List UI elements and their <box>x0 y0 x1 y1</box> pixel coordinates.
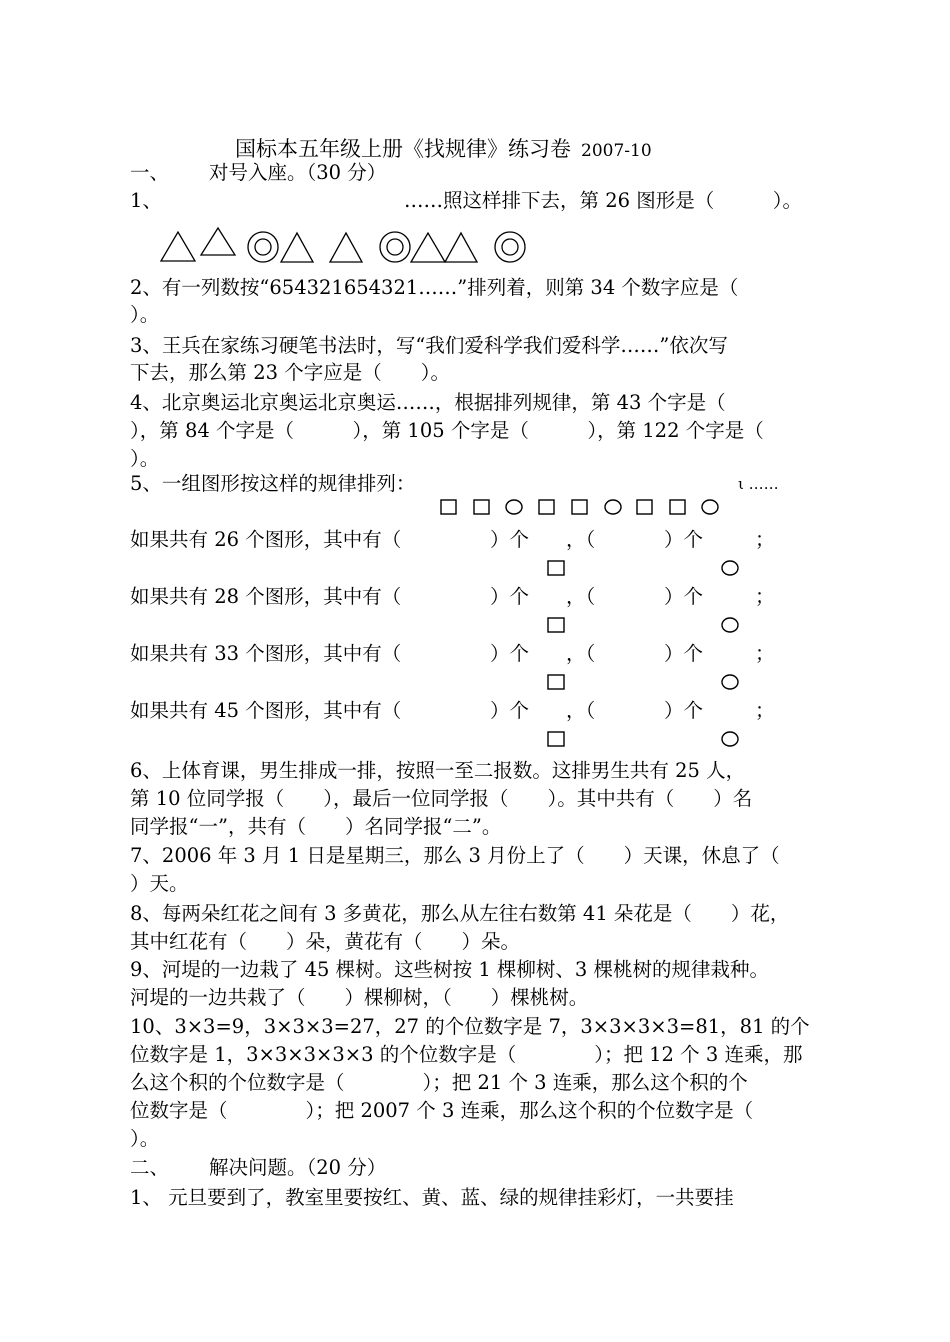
title-text: 国标本五年级上册《找规律》练习卷 <box>235 137 571 161</box>
square-shape <box>539 500 554 514</box>
double-circle-shape-inner <box>255 239 271 255</box>
q3-line-1: 3、王兵在家练习硬笔书法时，写“我们爱科学我们爱科学……”依次写 <box>130 334 728 357</box>
circle-shape <box>702 500 718 514</box>
q5-row-lead: 如果共有 28 个图形，其中有（ <box>130 585 402 608</box>
triangle-shape <box>201 228 235 255</box>
q4-line-1: 4、北京奥运北京奥运北京奥运……，根据排列规律，第 43 个字是（ <box>130 391 726 414</box>
q1-text: ……照这样排下去，第 26 图形是（ ）。 <box>404 189 802 212</box>
q5-row-end: ； <box>755 585 775 608</box>
square-shape <box>474 500 489 514</box>
q10-line-4: 位数字是（ ）；把 2007 个 3 连乘，那么这个积的个位数字是（ <box>130 1099 754 1122</box>
q2-line-2: ）。 <box>130 303 160 326</box>
section-2-number: 二、 <box>130 1156 170 1179</box>
q5-row-b: ）个 <box>664 699 704 722</box>
double-circle-shape <box>495 232 525 262</box>
circle-shape <box>722 732 738 746</box>
q5-row-b: ）个 <box>664 642 704 665</box>
q5-row-a: ）个 <box>490 642 530 665</box>
circle-shape <box>605 500 621 514</box>
square-shape <box>548 675 564 689</box>
section-1-number: 一、 <box>130 161 170 184</box>
double-circle-shape-inner <box>502 239 518 255</box>
circle-shape <box>506 500 522 514</box>
q5-row-end: ； <box>755 699 775 722</box>
q5-row-comma: ，（ <box>566 585 596 608</box>
q4-line-2: ），第 84 个字是（ ），第 105 个字是（ ），第 122 个字是（ <box>130 419 764 442</box>
q6-line-2: 第 10 位同学报（ ），最后一位同学报（ ）。其中共有（ ）名 <box>130 787 753 810</box>
q5-row-lead: 如果共有 33 个图形，其中有（ <box>130 642 402 665</box>
q5-row-a: ）个 <box>490 699 530 722</box>
triangle-shape <box>161 232 195 261</box>
q10-line-1: 10、3×3=9，3×3×3=27，27 的个位数字是 7，3×3×3×3=81，81 的个 <box>130 1015 810 1038</box>
q5-row-lead: 如果共有 45 个图形，其中有（ <box>130 699 402 722</box>
q5-tail: ι …… <box>738 475 779 493</box>
q5-row-b: ）个 <box>664 528 704 551</box>
q5-row-comma: ，（ <box>566 699 596 722</box>
square-shape <box>548 618 564 632</box>
triangle-shape <box>281 233 313 262</box>
circle-shape <box>722 675 738 689</box>
section-2-label: 解决问题。（20 分） <box>209 1156 387 1179</box>
page-title <box>235 133 652 163</box>
section-2-heading <box>130 1155 386 1181</box>
q3-line-2: 下去，那么第 23 个字应是（ ）。 <box>130 361 450 384</box>
q1-number: 1、 <box>130 189 162 212</box>
q5-row-a: ）个 <box>490 528 530 551</box>
q10-line-2: 位数字是 1，3×3×3×3×3 的个位数字是（ ）；把 12 个 3 连乘，那 <box>130 1043 803 1066</box>
q5-intro: 5、一组图形按这样的规律排列： <box>130 472 416 495</box>
q10-line-5: ）。 <box>130 1127 160 1150</box>
q6-line-3: 同学报“一”，共有（ ）名同学报“二”。 <box>130 815 502 838</box>
q5-row-comma: ，（ <box>566 642 596 665</box>
q5-row-end: ； <box>755 528 775 551</box>
q5-row-end: ； <box>755 642 775 665</box>
q5-row-comma: ，（ <box>566 528 596 551</box>
double-circle-shape <box>248 232 278 262</box>
q5-row-b: ）个 <box>664 585 704 608</box>
q5-row-a: ）个 <box>490 585 530 608</box>
triangle-shape <box>445 233 477 262</box>
triangle-shape <box>330 233 362 262</box>
square-shape <box>548 561 564 575</box>
q4-line-3: ）。 <box>130 447 160 470</box>
circle-shape <box>722 561 738 575</box>
q7-line-1: 7、2006 年 3 月 1 日是星期三，那么 3 月份上了（ ）天课，休息了（ <box>130 844 780 867</box>
triangle-shape <box>411 233 445 262</box>
circle-shape <box>722 618 738 632</box>
p1-line-1: 1、 元旦要到了，教室里要按红、黄、蓝、绿的规律挂彩灯，一共要挂 <box>130 1186 734 1209</box>
q7-line-2: ）天。 <box>130 872 189 895</box>
square-shape <box>441 500 456 514</box>
q6-line-1: 6、上体育课，男生排成一排，按照一至二报数。这排男生共有 25 人， <box>130 759 746 782</box>
q9-line-2: 河堤的一边共栽了（ ）棵柳树，（ ）棵桃树。 <box>130 986 589 1009</box>
q8-line-1: 8、每两朵红花之间有 3 多黄花，那么从左往右数第 41 朵花是（ ）花， <box>130 902 790 925</box>
section-1-heading <box>130 160 386 186</box>
title-date: 2007-10 <box>581 141 652 161</box>
square-shape <box>548 732 564 746</box>
q5-row-lead: 如果共有 26 个图形，其中有（ <box>130 528 402 551</box>
section-1-label: 对号入座。（30 分） <box>209 161 387 184</box>
double-circle-shape <box>380 232 410 262</box>
q9-line-1: 9、河堤的一边栽了 45 棵树。这些树按 1 棵柳树、3 棵桃树的规律栽种。 <box>130 958 770 981</box>
double-circle-shape-inner <box>387 239 403 255</box>
square-shape <box>637 500 652 514</box>
q8-line-2: 其中红花有（ ）朵，黄花有（ ）朵。 <box>130 930 521 953</box>
q10-line-3: 么这个积的个位数字是（ ）；把 21 个 3 连乘，那么这个积的个 <box>130 1071 748 1094</box>
square-shape <box>670 500 685 514</box>
square-shape <box>572 500 587 514</box>
q2-line-1: 2、有一列数按“654321654321……”排列着，则第 34 个数字应是（ <box>130 276 739 299</box>
